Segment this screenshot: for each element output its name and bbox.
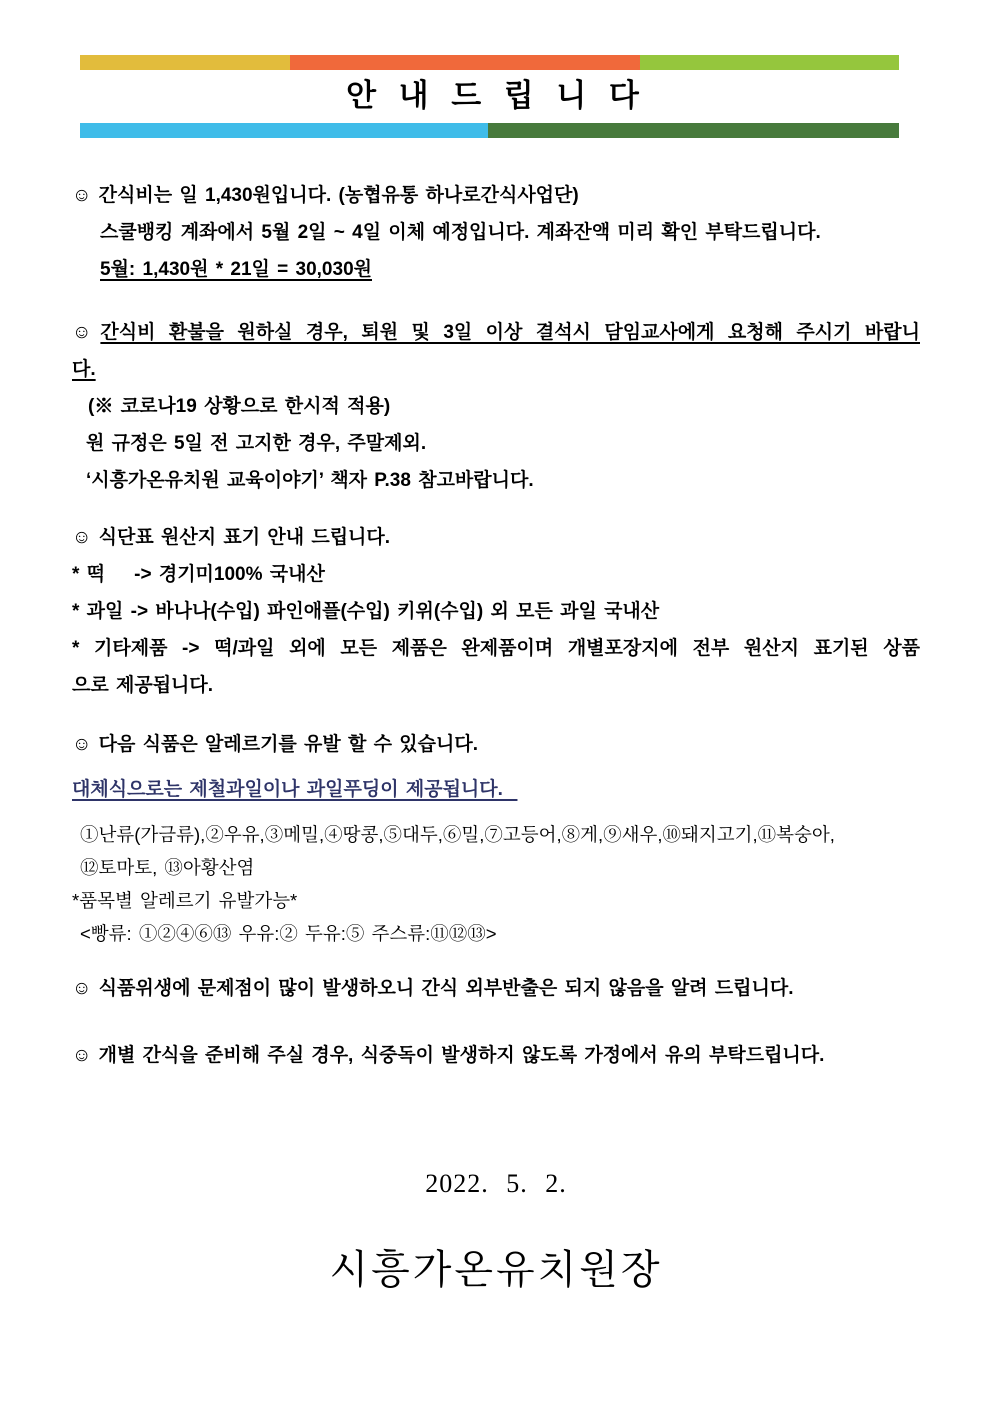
banner-orange-segment — [290, 55, 641, 70]
section-snack-fee — [72, 177, 920, 288]
origin-item-other-line-1: * 기타제품 -> 떡/과일 외에 모든 제품은 완제품이며 개별포장지에 전부 원산지 표기된 상품 — [72, 638, 920, 659]
allergy-note: *품목별 알레르기 유발가능* — [72, 890, 298, 911]
banner-yellow-segment — [80, 55, 290, 70]
allergy-list — [72, 818, 920, 950]
banner-bottom-bar — [80, 123, 899, 138]
allergy-header: ☺ 다음 식품은 알레르기를 유발 할 수 있습니다. — [72, 734, 479, 755]
allergy-list-line-1: ①난류(가금류),②우유,③메밀,④땅콩,⑤대두,⑥밀,⑦고등어,⑧게,⑨새우,⑩돼지고기,⑪복숭아, — [80, 824, 835, 845]
document-date: 2022. 5. 2. — [425, 1169, 567, 1198]
page-title: 안 내 드 립 니 다 — [346, 78, 646, 113]
refund-note-book: ‘시흥가온유치원 교육이야기’ 책자 P.38 참고바랍니다. — [86, 470, 534, 491]
refund-line-1: ☺ 간식비 환불을 원하실 경우, 퇴원 및 3일 이상 결석시 담임교사에게 요청해 주시기 바랍니 — [72, 322, 920, 343]
snack-fee-line-1: ☺ 간식비는 일 1,430원입니다. (농협유통 하나로간식사업단) — [72, 185, 579, 206]
section-allergy — [72, 726, 920, 950]
section-hygiene — [72, 970, 920, 1007]
origin-header: ☺ 식단표 원산지 표기 안내 드립니다. — [72, 527, 391, 548]
refund-note-rule: 원 규정은 5일 전 고지한 경우, 주말제외. — [86, 433, 427, 454]
snack-fee-amount: 5월: 1,430원 * 21일 = 30,030원 — [100, 259, 372, 280]
allergy-detail: <빵류: ①②④⑥⑬ 우유:② 두유:⑤ 주스류:⑪⑫⑬> — [80, 923, 497, 944]
banner-blue-segment — [80, 123, 488, 138]
allergy-list-line-2: ⑫토마토, ⑬아황산염 — [80, 857, 255, 878]
smiley-icon: ☺ — [72, 322, 92, 343]
signature-kindergarten-director: 시흥가온유치원장 — [329, 1248, 663, 1292]
individual-snack-line: ☺ 개별 간식을 준비해 주실 경우, 식중독이 발생하지 않도록 가정에서 유의 부탁드립니다. — [72, 1045, 825, 1066]
hygiene-line: ☺ 식품위생에 문제점이 많이 발생하오니 간식 외부반출은 되지 않음을 알려 드립니다. — [72, 978, 794, 999]
refund-note-covid: (※ 코로나19 상황으로 한시적 적용) — [88, 396, 391, 417]
allergy-substitute: 대체식으로는 제철과일이나 과일푸딩이 제공됩니다. — [72, 779, 518, 800]
section-refund — [72, 314, 920, 499]
origin-item-fruit: * 과일 -> 바나나(수입) 파인애플(수입) 키위(수입) 외 모든 과일 국내산 — [72, 601, 660, 622]
banner-top-bar — [80, 55, 899, 70]
origin-item-rice-cake: * 떡 -> 경기미100% 국내산 — [72, 564, 325, 585]
refund-line-2: 다. — [72, 359, 96, 380]
section-individual-snack — [72, 1037, 920, 1074]
section-origin — [72, 519, 920, 704]
origin-item-other-line-2: 으로 제공됩니다. — [72, 675, 214, 696]
snack-fee-line-2: 스쿨뱅킹 계좌에서 5월 2일 ~ 4일 이체 예정입니다. 계좌잔액 미리 확인 부탁드립니다. — [100, 222, 821, 243]
banner-green-segment — [640, 55, 899, 70]
notice-body — [72, 177, 920, 1296]
banner-darkgreen-segment — [488, 123, 899, 138]
